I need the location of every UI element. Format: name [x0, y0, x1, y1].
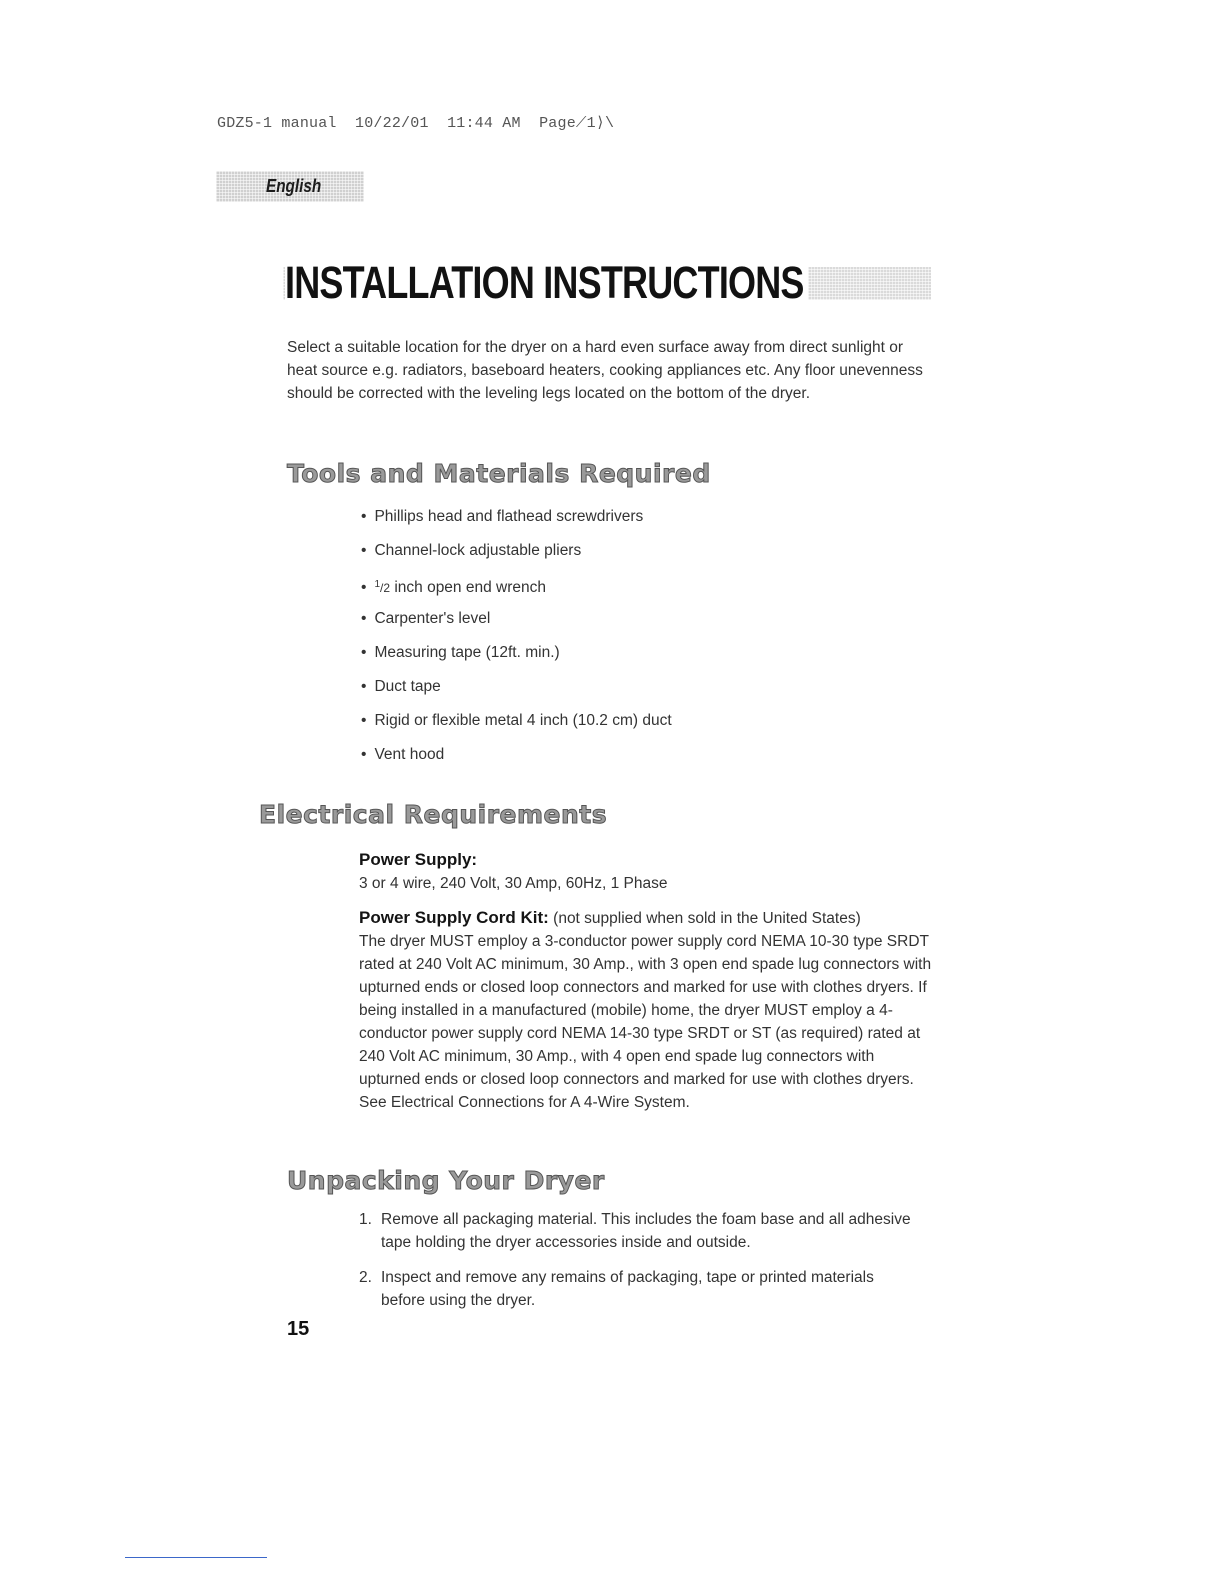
page-title: INSTALLATION INSTRUCTIONS: [285, 258, 808, 308]
power-supply-label: Power Supply:: [359, 850, 478, 869]
footer-rule: [125, 1557, 267, 1558]
cord-kit-note: (not supplied when sold in the United States): [553, 910, 861, 927]
language-tab: [216, 171, 364, 202]
step-text: Remove all packaging material. This includes the foam base and all adhesive tape holding the dryer accessories inside and outside.: [381, 1211, 911, 1251]
list-item: • Carpenter's level: [361, 607, 672, 641]
electrical-heading: Electrical Requirements: [259, 800, 608, 829]
list-item: • Duct tape: [361, 675, 672, 709]
list-item: • Channel-lock adjustable pliers: [361, 539, 672, 573]
list-item: • Vent hood: [361, 743, 672, 777]
list-item: • Rigid or flexible metal 4 inch (10.2 cm) duct: [361, 709, 672, 743]
step-number: 2.: [359, 1269, 372, 1286]
unpacking-steps: [359, 1208, 919, 1324]
list-item: [359, 1208, 919, 1254]
fraction-denominator: /2: [380, 581, 391, 595]
page-number: 15: [287, 1318, 310, 1340]
list-item: • Phillips head and flathead screwdrivers: [361, 505, 672, 539]
cord-kit-label: Power Supply Cord Kit:: [359, 908, 549, 927]
tools-heading: Tools and Materials Required: [287, 459, 711, 488]
step-text: Inspect and remove any remains of packaging, tape or printed materials before using the dryer.: [381, 1269, 874, 1309]
list-item: [361, 573, 672, 607]
header-page-label: Page: [539, 115, 576, 132]
print-header: [217, 113, 614, 132]
header-time: 11:44 AM: [447, 115, 521, 132]
header-file: GDZ5-1 manual: [217, 115, 337, 132]
list-item: • Measuring tape (12ft. min.): [361, 641, 672, 675]
fraction-numerator: 1: [374, 579, 380, 590]
power-supply-value: 3 or 4 wire, 240 Volt, 30 Amp, 60Hz, 1 Phase: [359, 875, 668, 892]
language-tab-label: English: [266, 176, 322, 196]
intro-paragraph: Select a suitable location for the dryer on a hard even surface away from direct sunlight or heat source e.g. radiators, baseboard heaters, cooking appliances etc. Any floor unevenness should be corrected with the leveling legs located on the bottom of the dryer.: [287, 339, 923, 402]
list-item-text: inch open end wrench: [394, 579, 546, 596]
step-number: 1.: [359, 1211, 372, 1228]
tools-list: [361, 505, 672, 777]
header-page-ref: ⟋1⟩\: [575, 115, 615, 132]
cord-kit-text: The dryer MUST employ a 3-conductor power supply cord NEMA 10-30 type SRDT rated at 240 Volt AC minimum, 30 Amp., with 3 open end spade lug connectors with upturned ends or closed loop connectors and marked for use with clothes dryers. If being installed in a manufactured (mobile) home, the dryer MUST employ a 4-conductor power supply cord NEMA 14-30 type SRDT or ST (as required) rated at 240 Volt AC minimum, 30 Amp., with 4 open end spade lug connectors with upturned ends or closed loop connectors and marked for use with clothes dryers. See Electrical Connections for A 4-Wire System.: [359, 933, 932, 1111]
unpacking-heading: Unpacking Your Dryer: [287, 1166, 605, 1195]
electrical-section: [359, 848, 934, 1114]
list-item: [359, 1266, 919, 1312]
header-date: 10/22/01: [355, 115, 429, 132]
